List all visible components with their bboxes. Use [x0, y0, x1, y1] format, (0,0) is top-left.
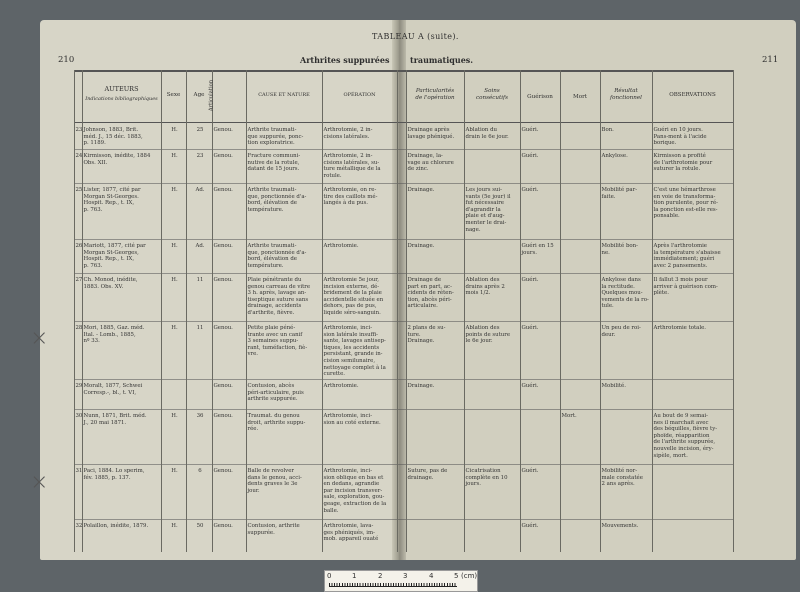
cell-guer: Guéri. — [521, 325, 539, 331]
cell-res: Un peu de roi- deur. — [601, 325, 641, 338]
cell-obs: Il fallut 3 mois pour arriver à guérison com- plète. — [653, 277, 718, 297]
cell-guer: Guéri. — [521, 468, 539, 474]
cell-op: Arthrotomie, on re- tire des caillots mé- langés à du pus. — [323, 187, 378, 207]
cell-obs: Guéri en 10 jours. Pans-ment à l'acide borique. — [653, 127, 707, 147]
column-header-resultat: Résultat fonctionnel — [610, 88, 642, 101]
cell-auteur: Kirmisson, inédite, 1884 Obs. XII. — [83, 153, 151, 166]
cell-num: 28 — [75, 325, 83, 331]
cell-sexe: H. — [171, 243, 178, 249]
cell-auteur: Paci, 1884. Lo sperim, fév. 1885, p. 137. — [83, 468, 145, 481]
cell-cause: Traumat. du genou droit, arthrite suppu- rée. — [247, 413, 306, 433]
measurement-scale — [324, 570, 478, 592]
cell-part: Drainage après lavage phéniqué. — [407, 127, 455, 140]
cell-cause: Arthrite traumati- que suppurée, ponc- tion exploratrice. — [247, 127, 304, 147]
table-title-left: Arthrites suppurées — [300, 55, 390, 65]
cell-art: Genou. — [213, 127, 233, 133]
row-rule — [74, 464, 733, 465]
cell-res: Mobilité. — [601, 383, 626, 389]
cell-op: Arthrotomie, 2 in- cisions latérales, su- ture métallique de la rotule. — [323, 153, 381, 179]
cell-res: Mobilité par- faite. — [601, 187, 638, 200]
scale-tick: 0 — [327, 572, 332, 580]
column-header-sexe: Sexe — [166, 92, 181, 98]
row-rule — [74, 239, 733, 240]
column-header-cause: CAUSE ET NATURE — [258, 92, 310, 98]
scale-tick: 3 — [403, 572, 408, 580]
cell-sexe: H. — [171, 153, 178, 159]
cell-cause: Arthrite traumati- que, ponctionnée d'a- bord, élévation de température. — [247, 243, 307, 269]
cell-cause: Contusion, abcès péri-articulaire, puis arthrite suppurée. — [247, 383, 304, 403]
cell-auteur: Mariott, 1877, cité par Morgan St-Georges, Hospit. Rep., t. IX, p. 763. — [83, 243, 146, 269]
cell-num: 24 — [75, 153, 83, 159]
row-rule — [74, 379, 733, 380]
cell-art: Genou. — [213, 325, 233, 331]
column-header-observations: OBSERVATIONS — [669, 92, 716, 98]
cell-age: 36 — [196, 413, 204, 419]
cell-age: 11 — [196, 325, 204, 331]
column-header-operation: OPÉRATION — [343, 92, 376, 98]
row-rule — [74, 409, 733, 410]
row-rule — [74, 183, 733, 184]
column-rule — [186, 70, 187, 552]
cell-age: 25 — [196, 127, 204, 133]
cell-part: Drainage de part en part, ac- cidents de réten- tion, abcès péri- articulaire. — [407, 277, 454, 310]
cell-res: Mouvements. — [601, 523, 639, 529]
cell-cause: Balle de revolver dans le genou, acci- dents graves le 3e jour. — [247, 468, 302, 494]
cell-art: Genou. — [213, 523, 233, 529]
row-rule — [74, 519, 733, 520]
row-rule — [74, 149, 733, 150]
cell-cause: Plaie pénétrante du genou carreau de vitre 3 h. après, lavage an- tiseptique suture sans drainage, accidents d'arthrite, fièvre. — [247, 277, 311, 316]
cell-sexe: H. — [171, 413, 178, 419]
cell-age: 50 — [196, 523, 204, 529]
table-title-right: traumatiques. — [410, 55, 474, 65]
scale-baseline — [329, 586, 457, 587]
cell-num: 31 — [75, 468, 83, 474]
cell-res: Mobilité bon- ne. — [601, 243, 638, 256]
column-rule — [74, 70, 75, 552]
cell-soins: Ablation des drains après 2 mois 1/2. — [465, 277, 505, 297]
scale-unit: (cm) — [461, 572, 478, 580]
cell-soins: Ablation du drain le 6e jour. — [465, 127, 509, 140]
cell-guer: Guéri. — [521, 187, 539, 193]
cell-obs: Après l'arthrotomie la température s'abaisse immédiatement; guéri avec 2 pansements. — [653, 243, 721, 269]
cell-num: 30 — [75, 413, 83, 419]
cell-auteur: Mori, 1885, Gaz. méd. Ital. - Lomb., 1885, nº 33. — [83, 325, 145, 345]
cell-sexe: H. — [171, 187, 178, 193]
column-header-particularites: Particularités de l'opération — [415, 88, 455, 101]
cell-num: 32 — [75, 523, 83, 529]
cell-auteur: Moralt, 1877, Schwei Corresp.-, bl., t. VI, — [83, 383, 143, 396]
page-number-right: 211 — [762, 55, 779, 65]
scale-tick: 4 — [429, 572, 434, 580]
margin-mark: × — [30, 470, 49, 495]
cell-guer: Guéri. — [521, 523, 539, 529]
cell-art: Genou. — [213, 413, 233, 419]
running-title: TABLEAU A (suite). — [372, 32, 459, 41]
cell-part: 2 plans de su- ture. Drainage. — [407, 325, 446, 345]
cell-part: Drainage. — [407, 383, 435, 389]
cell-op: Arthrotomie, inci- sion oblique en bas et en dedans, agrandie par incision transver- sale, exploration, gou- geage, extraction de la balle. — [323, 468, 387, 514]
cell-num: 26 — [75, 243, 83, 249]
scale-tick: 5 — [454, 572, 459, 580]
cell-part: Suture, pas de drainage. — [407, 468, 448, 481]
cell-auteur: Ch. Monod, inédite, 1883. Obs. XV. — [83, 277, 138, 290]
cell-res: Mobilité nor- male constatée 2 ans après. — [601, 468, 643, 488]
cell-op: Arthrotomie 5e jour, incision externe, dé- bridement de la plaie accidentelle située en dehors, pas de pus, liquide séro-sanguin. — [323, 277, 384, 316]
cell-guer: Guéri. — [521, 127, 539, 133]
cell-part: Drainage. — [407, 187, 435, 193]
cell-age: 23 — [196, 153, 204, 159]
cell-age: 6 — [198, 468, 202, 474]
cell-auteur: Nunn, 1871, Brit. méd. J., 20 mai 1871. — [83, 413, 147, 426]
cell-num: 29 — [75, 383, 83, 389]
cell-num: 27 — [75, 277, 83, 283]
cell-part: Drainage, la- vage au chlorure de zinc. — [407, 153, 454, 173]
cell-res: Ankylose dans la rectitude. Quelques mou- vements de la ro- tule. — [601, 277, 649, 310]
table-top-rule — [74, 70, 733, 72]
cell-obs: Au bout de 9 semai- nes il marchait avec des béquilles, fièvre ty- phoïde, réapparition de l'arthrite suppurée, nouvelle incision, éry- sipèle, mort. — [653, 413, 718, 459]
cell-op: Arthrotomie, inci- sion latérale insuffi- sante, lavages antisep- tiques, les accidents persistant, grande in- cision semilunaire, nettoyage complet à la curette. — [323, 325, 386, 378]
column-rule — [212, 70, 213, 552]
cell-num: 25 — [75, 187, 83, 193]
cell-art: Genou. — [213, 153, 233, 159]
cell-op: Arthrotomie. — [323, 243, 359, 249]
cell-art: Genou. — [213, 243, 233, 249]
cell-age: Ad. — [195, 243, 205, 249]
cell-age: 11 — [196, 277, 204, 283]
cell-guer: Guéri. — [521, 383, 539, 389]
cell-sexe: H. — [171, 127, 178, 133]
cell-soins: Cicatrisation complète en 10 jours. — [465, 468, 508, 488]
cell-soins: Les jours sui- vants (5e jour) il fut nécessaire d'agrandir la plaie et d'aug- menter le drai- nage. — [465, 187, 511, 233]
cell-art: Genou. — [213, 277, 233, 283]
cell-auteur: Lister, 1877, cité par Morgan St-Georges. Hospit. Rep., t. IX, p. 763. — [83, 187, 141, 213]
cell-guer: Guéri. — [521, 277, 539, 283]
cell-part: Drainage. — [407, 243, 435, 249]
row-rule — [74, 321, 733, 322]
cell-cause: Contusion, arthrite suppurée. — [247, 523, 300, 536]
cell-auteur: Johnson, 1883, Brit. méd. J., 15 déc. 1883, p. 1189. — [83, 127, 143, 147]
column-header-articulation: Articulation — [208, 79, 215, 112]
cell-op: Arthrotomie, 2 in- cisions latérales. — [323, 127, 373, 140]
column-rule — [560, 70, 561, 552]
row-rule — [74, 273, 733, 274]
cell-art: Genou. — [213, 468, 233, 474]
cell-obs: Arthrotomie totale. — [653, 325, 707, 331]
cell-cause: Fracture communi- nutive de la rotule, datant de 15 jours. — [247, 153, 301, 173]
column-header-soins: Soins consécutifs — [476, 88, 508, 101]
cell-art: Genou. — [213, 383, 233, 389]
column-header-mort: Mort — [572, 94, 588, 100]
column-header-auteurs: AUTEURS — [104, 85, 139, 93]
cell-res: Bon. — [601, 127, 614, 133]
column-header-guerison: Guérison — [527, 94, 553, 100]
cell-art: Genou. — [213, 187, 233, 193]
margin-mark: × — [30, 326, 49, 351]
cell-sexe: H. — [171, 523, 178, 529]
cell-obs: C'est une hémarthrose en voie de transforma- tion purulente, pour ré- la ponction est-elle res- ponsable. — [653, 187, 719, 220]
cell-obs: Kirmisson a profité de l'arthrotomie pour suturer la rotule. — [653, 153, 713, 173]
cell-mort: Mort. — [561, 413, 577, 419]
cell-cause: Arthrite traumati- que, ponctionnée d'a- bord, élévation de température. — [247, 187, 307, 213]
cell-op: Arthrotomie, lava- ges phéniqués, im- mob. appareil ouaté — [323, 523, 379, 543]
cell-sexe: H. — [171, 277, 178, 283]
cell-soins: Ablation des points de suture le 6e jour. — [465, 325, 511, 345]
cell-cause: Petite plaie péné- trante avec un canif 3 semaines suppu- rant, tuméfaction, fiè- vre. — [247, 325, 308, 358]
cell-guer: Guéri. — [521, 153, 539, 159]
cell-op: Arthrotomie. — [323, 383, 359, 389]
header-bottom-rule — [74, 122, 733, 123]
scale-tick: 1 — [352, 572, 357, 580]
cell-op: Arthrotomie, inci- sion au coté externe. — [323, 413, 381, 426]
cell-res: Ankylose. — [601, 153, 628, 159]
column-header-indications: Indications bibliographiques — [85, 96, 158, 102]
page-number-left: 210 — [58, 55, 75, 65]
cell-sexe: H. — [171, 468, 178, 474]
cell-guer: Guéri en 15 jours. — [521, 243, 554, 256]
column-header-age: Age — [193, 92, 205, 98]
cell-age: Ad. — [195, 187, 205, 193]
cell-sexe: H. — [171, 325, 178, 331]
cell-num: 23 — [75, 127, 83, 133]
scale-tick: 2 — [378, 572, 383, 580]
cell-auteur: Polaillon, inédite, 1879. — [83, 523, 149, 529]
